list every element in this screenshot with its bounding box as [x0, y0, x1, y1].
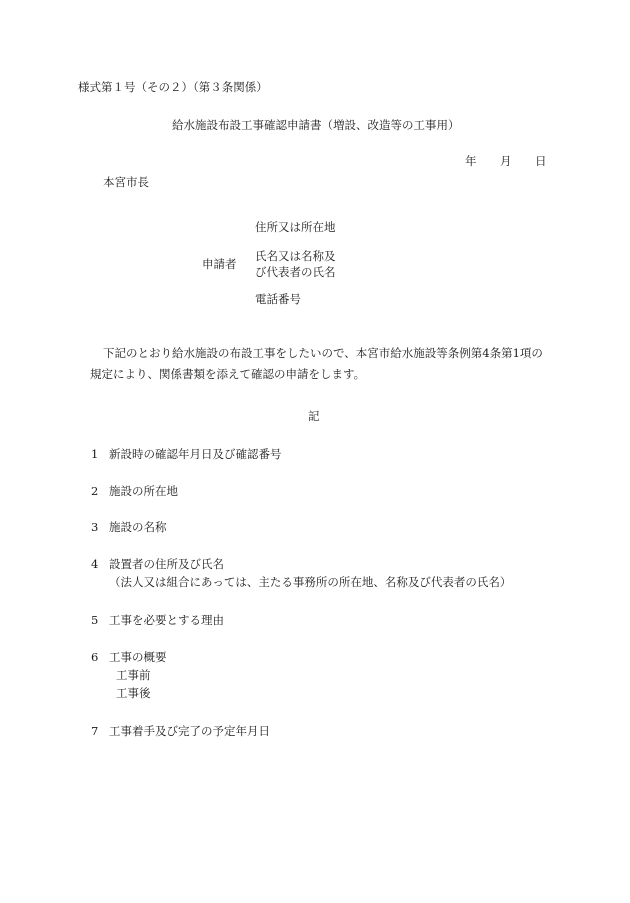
name-label-line1: 氏名又は名称及: [255, 249, 336, 263]
item-number: 1: [91, 447, 99, 461]
document-title: 給水施設布設工事確認申請書（増設、改造等の工事用）: [172, 118, 460, 132]
item-note: （法人又は組合にあっては、主たる事務所の所在地、名称及び代表者の氏名）: [109, 575, 512, 589]
applicant-label: 申請者: [202, 257, 237, 271]
address-label: 住所又は所在地: [255, 220, 336, 234]
item-number: 7: [91, 724, 99, 738]
item-number: 4: [91, 557, 99, 571]
item-sub-text: 工事前: [116, 668, 151, 682]
item-text: 施設の名称: [109, 520, 167, 534]
item-number: 2: [91, 484, 99, 498]
item-number: 6: [91, 650, 99, 664]
addressee: 本宮市長: [103, 175, 149, 189]
date-month-label: 月: [500, 154, 512, 168]
item-text: 設置者の住所及び氏名: [109, 557, 224, 571]
item-text: 施設の所在地: [109, 484, 178, 498]
item-text: 工事の概要: [109, 650, 167, 664]
body-line-2: 規定により、関係書類を添えて確認の申請をします。: [90, 367, 366, 381]
date-year-label: 年: [465, 154, 477, 168]
name-label-line2: び代表者の氏名: [255, 265, 336, 279]
item-text: 工事を必要とする理由: [109, 613, 224, 627]
date-day-label: 日: [535, 154, 547, 168]
item-text: 新設時の確認年月日及び確認番号: [109, 447, 282, 461]
body-line-1: 下記のとおり給水施設の布設工事をしたいので、本宮市給水施設等条例第4条第1項の: [103, 346, 543, 360]
item-number: 5: [91, 613, 99, 627]
item-sub-text: 工事後: [116, 686, 151, 700]
item-text: 工事着手及び完了の予定年月日: [109, 724, 270, 738]
form-number: 様式第１号（その２）（第３条関係）: [78, 80, 268, 94]
ki-heading: 記: [308, 409, 320, 423]
phone-label: 電話番号: [255, 292, 301, 306]
item-number: 3: [91, 520, 99, 534]
